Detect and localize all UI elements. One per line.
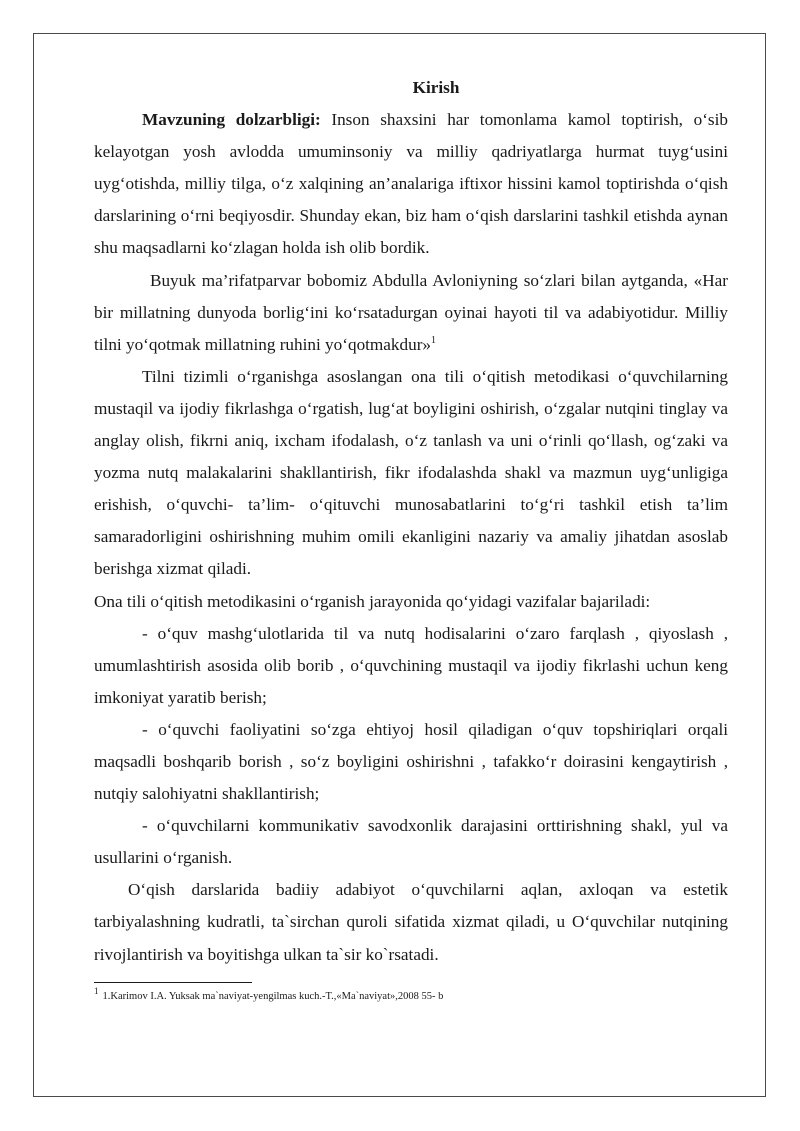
footnote-reference[interactable]: 1 (431, 334, 437, 346)
paragraph-methodology: Tilni tizimli o‘rganishga asoslangan ona tili o‘qitish metodikasi o‘quvchilarning mustaqil va ijodiy fikrlashga o‘rgatish, lug‘at boyligini oshirish, o‘zgalar nutqini tinglay va anglay olish, fikrni aniq, ixcham ifodalash, o‘z tanlash va uni o‘rinli qo‘llash, og‘zaki va yozma nutq malakalarini shakllantirish, fikr ifodalashda shakl va mazmun uyg‘unligiga erishish, o‘quvchi- ta’lim- o‘qituvchi munosabatlarini to‘g‘ri tashkil etish ta’lim samaradorligini oshirishning muhim omili ekanligini nazariy va amaliy jihatdan asoslab berishga xizmat qiladi. (94, 366, 728, 579)
paragraph-lead: Mavzuning dolzarbligi: (142, 110, 321, 130)
footnote-text: 1.Karimov I.A. Yuksak ma`naviyat-yengilmas kuch.-T.,«Ma`naviyat»,2008 55- b (102, 990, 444, 1002)
footnote-separator (94, 982, 252, 983)
list-item-task-1: - o‘quv mashg‘ulotlarida til va nutq hodisalarini o‘zaro farqlash , qiyoslash , umumlashtirish asosida olib borib , o‘quvchining mustaqil va ijodiy fikrlashi uchun keng imkoniyat yaratib berish; (94, 623, 728, 707)
paragraph-literature: O‘qish darslarida badiiy adabiyot o‘quvchilarni aqlan, axloqan va estetik tarbiyalashning kudratli, ta`sirchan quroli sifatida xizmat qiladi, u O‘quvchilar nutqining rivojlantirish va boyitishga ulkan ta`sir ko`rsatadi. (94, 880, 728, 964)
document-body (94, 72, 728, 1007)
list-item-task-3: - o‘quvchilarni kommunikativ savodxonlik darajasini orttirishning shakl, yul va usullarini o‘rganish. (94, 816, 728, 868)
footnote-mark: 1 (94, 985, 99, 996)
paragraph-text: Buyuk ma’rifatparvar bobomiz Abdulla Avloniyning so‘zlari bilan aytganda, «Har bir millatning dunyoda borlig‘ini ko‘rsatadurgan oyinai hayoti til va adabiyotidur. Milliy tilni yo‘qotmak millatning ruhini yo‘qotmakdur» (94, 270, 728, 354)
paragraph-tasks-intro: Ona tili o‘qitish metodikasini o‘rganish jarayonida qo‘yidagi vazifalar bajariladi: (94, 591, 651, 611)
paragraph-quote (94, 265, 728, 361)
list-item-task-2: - o‘quvchi faoliyatini so‘zga ehtiyoj hosil qiladigan o‘quv topshiriqlari orqali maqsadli boshqarib borish , so‘z boyligini oshirishni , tafakko‘r doirasini kengaytirish , nutqiy salohiyatni shakllantirish; (94, 719, 728, 804)
paragraph-relevance (94, 104, 728, 264)
paragraph-text: Inson shaxsini har tomonlama kamol toptirish, o‘sib kelayotgan yosh avlodda umuminsoniy va milliy qadriyatlarga hurmat tuyg‘usini uyg‘otishda, milliy tilga, o‘z xalqining an’analariga iftixor hissini kamol toptirishda o‘qish darslarining o‘rni beqiyosdir. Shunday ekan, biz ham o‘qish darslarini tashkil etishda aynan shu maqsadlarni ko‘zlagan holda ish olib bordik. (94, 110, 728, 258)
page-title: Kirish (412, 78, 460, 97)
footnote (94, 987, 728, 1007)
